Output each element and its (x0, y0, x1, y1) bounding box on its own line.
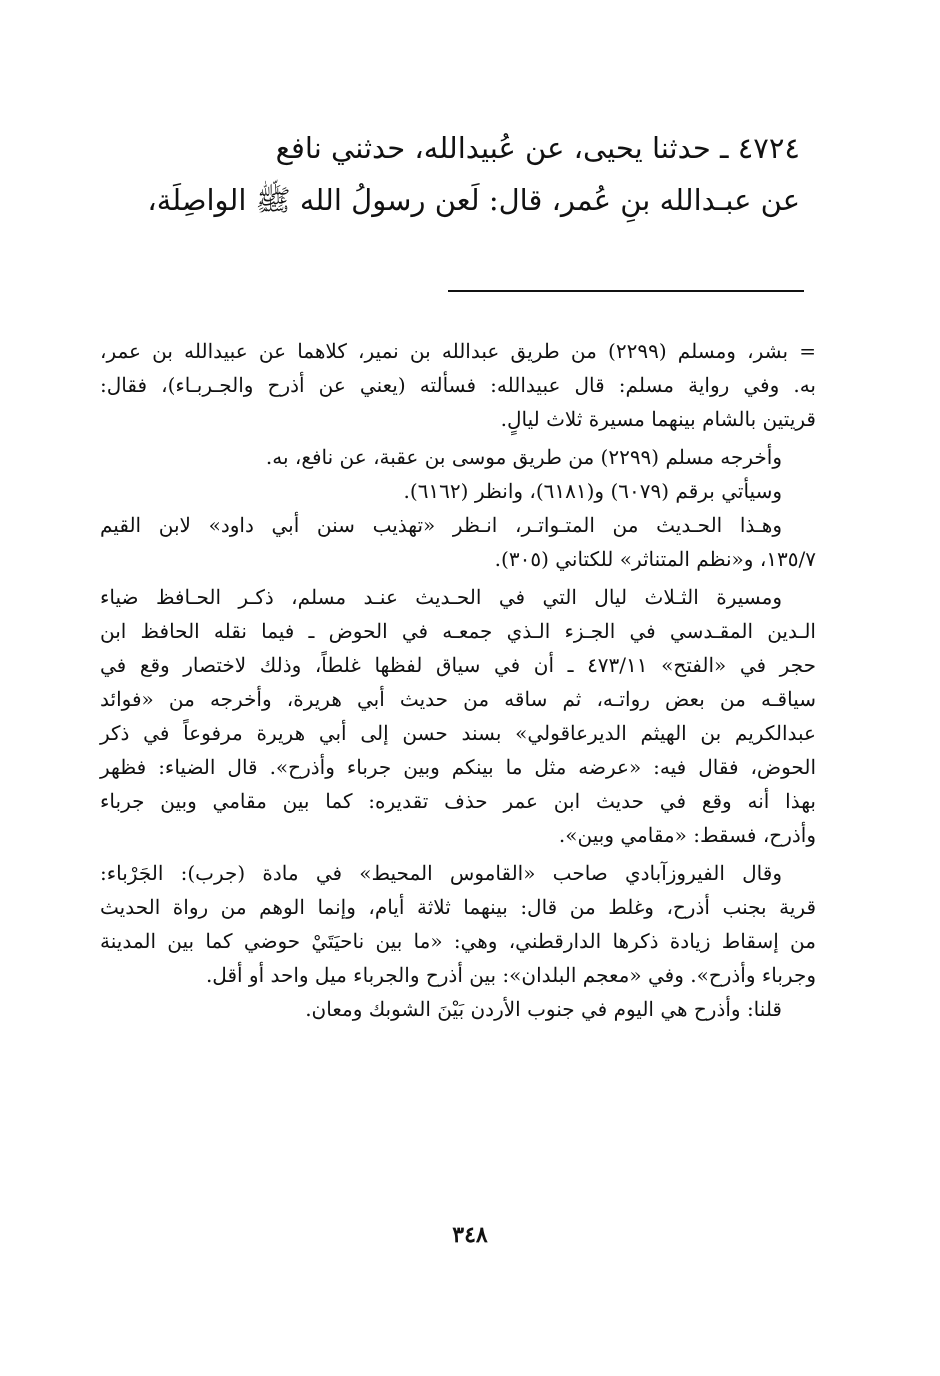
footnote-line: وقال الفيروزآبادي صاحب «القاموس المحيط» في مادة (جرب): الجَرْباء: (100, 861, 782, 885)
footnote-line: حجر في «الفتح» ٤٧٣/١١ ـ أن في سياق لفظها غلطاً، وذلك لاختصار وقع في (100, 653, 816, 677)
footnote-line: الـدين المقـدسي في الجـزء الـذي جمعـه في الحوض ـ فيما نقله الحافظ ابن (100, 619, 816, 643)
hadith-line-2: عن عبـدالله بنِ عُمر، قال: لَعن رسولُ الله ﷺ الواصِلَة، (147, 183, 800, 217)
footnote-line: وجرباء وأذرح». وفي «معجم البلدان»: بين أذرح والجرباء ميل واحد أو أقل. (205, 963, 816, 987)
hadith-line-1: ٤٧٢٤ ـ حدثنا يحيى، عن عُبيدالله، حدثني نافع (275, 131, 800, 165)
footnote-line: سياقـه من بعض رواتـه، ثم ساقه من حديث أبي هريرة، وأخرجه من «فوائد (100, 687, 816, 711)
footnote-line: وأخرجه مسلم (٢٢٩٩) من طريق موسى بن عقبة، عن نافع، به. (265, 445, 782, 469)
footnote-line: وأذرح، فسقط: «مقامي وبين». (558, 823, 816, 847)
footnote-line: وسيأتي برقم (٦٠٧٩) و(٦١٨١)، وانظر (٦١٦٢). (403, 479, 782, 503)
footnote-line: = بشر، ومسلم (٢٢٩٩) من طريق عبدالله بن نمير، كلاهما عن عبيدالله بن عمر، (100, 339, 816, 363)
footnote-divider (448, 290, 804, 292)
footnote-line: به. وفي رواية مسلم: قال عبيدالله: فسألته (يعني عن أذرح والجـربـاء)، فقال: (100, 373, 816, 397)
footnote-line: قلنا: وأذرح هي اليوم في جنوب الأردن بَيْنَ الشوبك ومعان. (305, 997, 782, 1021)
footnote-line: بهذا أنه وقع في حديث ابن عمر حذف تقديره: كما بين مقامي وبين جرباء (100, 789, 816, 813)
footnote-line: ١٣٥/٧، و«نظم المتناثر» للكتاني (٣٠٥). (494, 547, 816, 571)
footnotes (100, 334, 816, 1026)
footnote-line: ومسيرة الثـلاث ليال التي في الحـديث عنـد مسلم، ذكـر الحـافظ ضياء (100, 585, 782, 609)
footnote-line: من إسقاط زيادة ذكرها الدارقطني، وهي: «ما بين ناحيَتَيْ حوضي كما بين المدينة (100, 929, 816, 953)
footnote-line: الحوض، فقال فيه: «عرضه مثل ما بينكم وبين جرباء وأذرح». قال الضياء: فظهر (100, 755, 816, 779)
footnote-line: قرية بجنب أذرح، وغلط من قال: بينهما ثلاثة أيام، وإنما الوهم من رواة الحديث (100, 895, 816, 919)
page-number: ٣٤٨ (452, 1222, 488, 1248)
footnote-line: وهـذا الحـديث من المتـواتـر، انـظر «تهذيب سنن أبي داود» لابن القيم (100, 513, 782, 537)
footnote-line: عبدالكريم بن الهيثم الديرعاقولي» بسند حسن إلى أبي هريرة مرفوعاً في ذكر (100, 721, 816, 745)
footnote-line: قريتين بالشام بينهما مسيرة ثلاث ليالٍ. (500, 407, 816, 431)
hadith-text (100, 133, 800, 215)
